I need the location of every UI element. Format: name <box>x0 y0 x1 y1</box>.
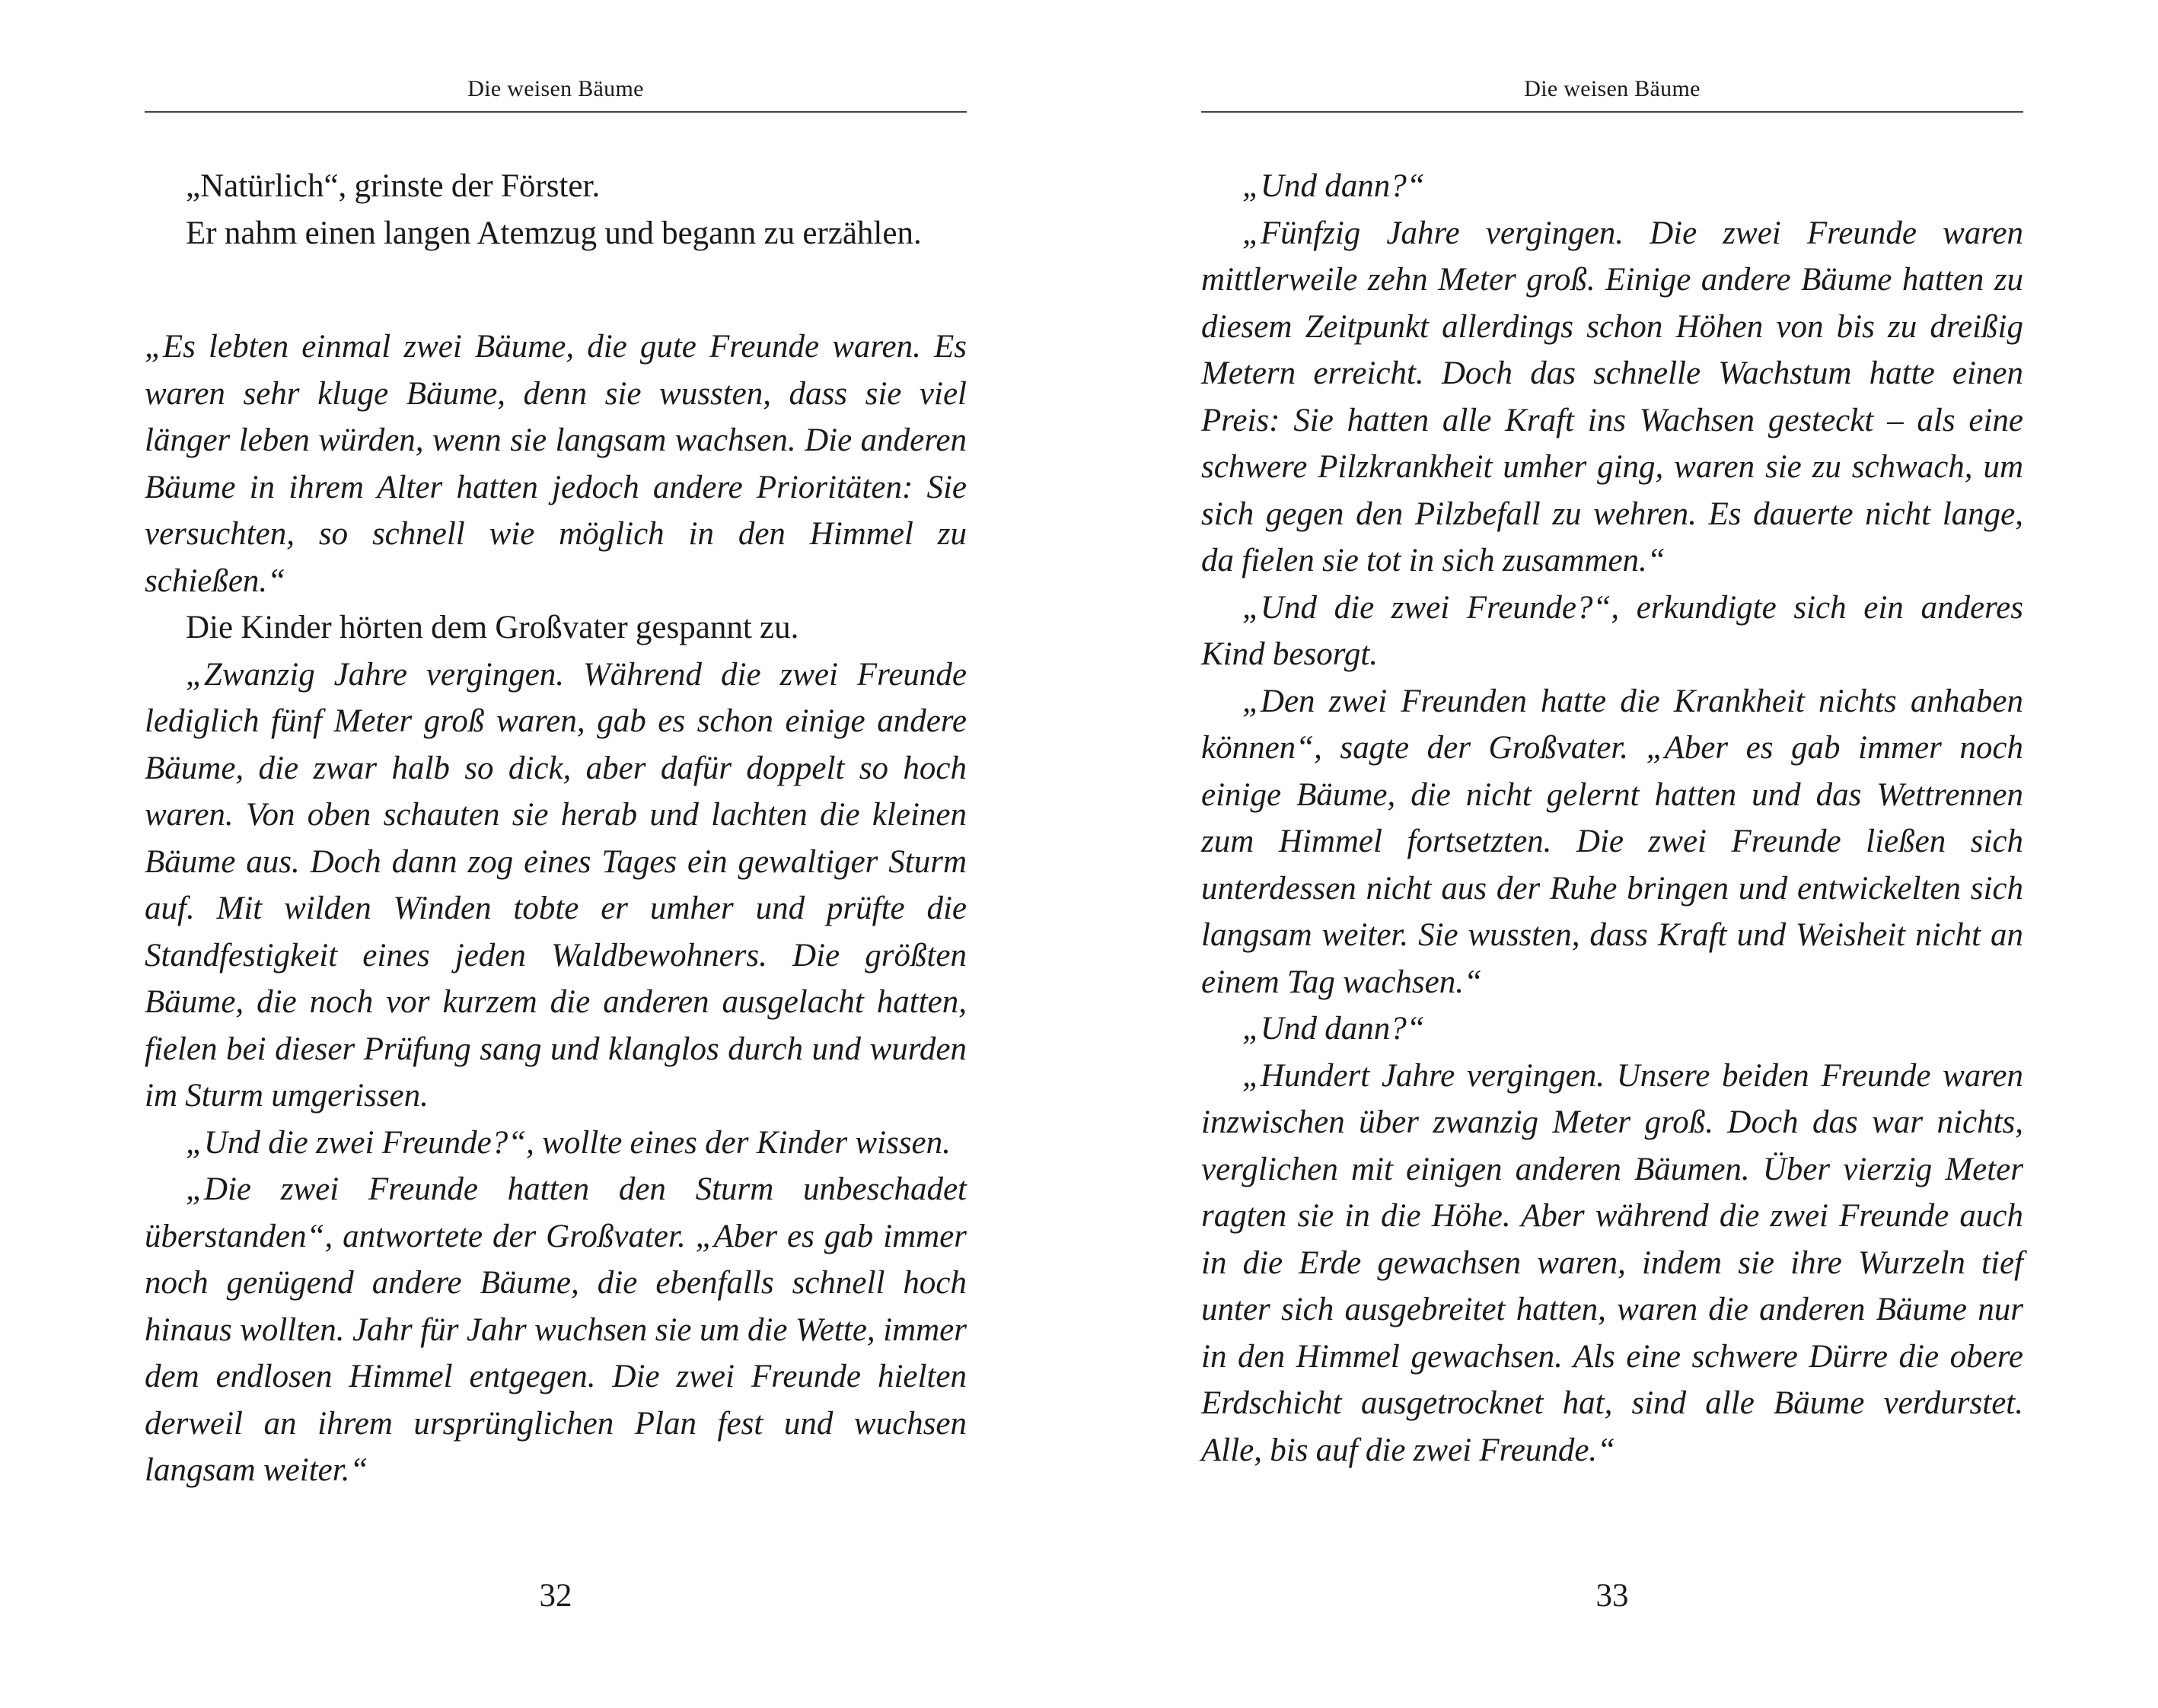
paragraph: „Und die zwei Freunde?“, erkundigte sich ein anderes Kind besorgt. <box>1201 589 2023 672</box>
paragraph: „Und dann?“ <box>1242 1011 1425 1047</box>
page-body <box>145 163 967 1494</box>
page-body <box>1201 163 2023 1474</box>
right-page <box>1201 0 2023 1708</box>
paragraph: „Den zwei Freunden hatte die Krankheit nichts anhaben können“, sagte der Großvater. „Aber es gab immer noch einige Bäume, die nicht gelernt hatten und das Wettrennen zum Himmel fortsetzten. Die zwei Freunde ließen sich unterdessen nicht aus der Ruhe bringen und entwickelten sich langsam weiter. Sie wussten, dass Kraft und Weisheit nicht an einem Tag wachsen.“ <box>1201 683 2023 1000</box>
paragraph: Er nahm einen langen Atemzug und begann zu erzählen. <box>186 215 922 251</box>
paragraph: „Die zwei Freunde hatten den Sturm unbeschadet überstanden“, antwortete der Großvater. „Aber es gab immer noch genügend andere Bäume, die ebenfalls schnell hoch hinaus wollten. Jahr für Jahr wuchsen sie um die Wette, immer dem endlosen Himmel entgegen. Die zwei Freunde hielten derweil an ihrem ursprünglichen Plan fest und wuchsen langsam weiter.“ <box>145 1171 967 1488</box>
paragraph: „Und dann?“ <box>1242 168 1425 204</box>
paragraph: „Es lebten einmal zwei Bäume, die gute Freunde waren. Es waren sehr kluge Bäume, denn sie wussten, dass sie viel länger leben würden, wenn sie langsam wachsen. Die anderen Bäume in ihrem Alter hatten jedoch andere Prioritäten: Sie versuchten, so schnell wie möglich in den Himmel zu schießen.“ <box>145 329 967 599</box>
left-page <box>145 0 967 1708</box>
paragraph: „Und die zwei Freunde?“, wollte eines der Kinder wissen. <box>186 1124 951 1161</box>
header-rule <box>145 111 967 113</box>
header-rule <box>1201 111 2023 113</box>
section-break <box>145 257 967 323</box>
paragraph: „Hundert Jahre vergingen. Unsere beiden Freunde waren inzwischen über zwanzig Meter groß. Doch das war nichts, verglichen mit einigen anderen Bäumen. Über vierzig Meter ragten sie in die Höhe. Aber während die zwei Freunde auch in die Erde gewachsen waren, indem sie ihre Wurzeln tief unter sich ausgebreitet hatten, waren die anderen Bäume nur in den Himmel gewachsen. Als eine schwere Dürre die obere Erdschicht ausgetrocknet hat, sind alle Bäume verdurstet. Alle, bis auf die zwei Freunde.“ <box>1201 1057 2023 1468</box>
paragraph: „Fünfzig Jahre vergingen. Die zwei Freunde waren mittlerweile zehn Meter groß. Einige andere Bäume hatten zu diesem Zeitpunkt allerdings schon Höhen von bis zu dreißig Metern erreicht. Doch das schnelle Wachstum hatte einen Preis: Sie hatten alle Kraft ins Wachsen gesteckt – als eine schwere Pilzkrankheit umher ging, waren sie zu schwach, um sich gegen den Pilzbefall zu wehren. Es dauerte nicht lange, da fielen sie tot in sich zusammen.“ <box>1201 215 2023 578</box>
running-head: Die weisen Bäume <box>467 76 644 101</box>
paragraph: Die Kinder hörten dem Großvater gespannt zu. <box>186 610 799 645</box>
paragraph: „Natürlich“, grinste der Förster. <box>186 168 601 204</box>
page-number: 33 <box>1595 1578 1629 1614</box>
paragraph: „Zwanzig Jahre vergingen. Während die zwei Freunde lediglich fünf Meter groß waren, gab es schon einige andere Bäume, die zwar halb so dick, aber dafür doppelt so hoch waren. Von oben schauten sie herab und lachten die kleinen Bäume aus. Doch dann zog eines Tages ein gewaltiger Sturm auf. Mit wilden Winden tobte er umher und prüfte die Standfestigkeit eines jeden Waldbewohners. Die größten Bäume, die noch vor kurzem die anderen ausgelacht hatten, fielen bei dieser Prüfung sang und klanglos durch und wurden im Sturm umgerissen. <box>145 656 967 1114</box>
page-number: 32 <box>539 1578 572 1614</box>
running-head: Die weisen Bäume <box>1524 76 1701 101</box>
